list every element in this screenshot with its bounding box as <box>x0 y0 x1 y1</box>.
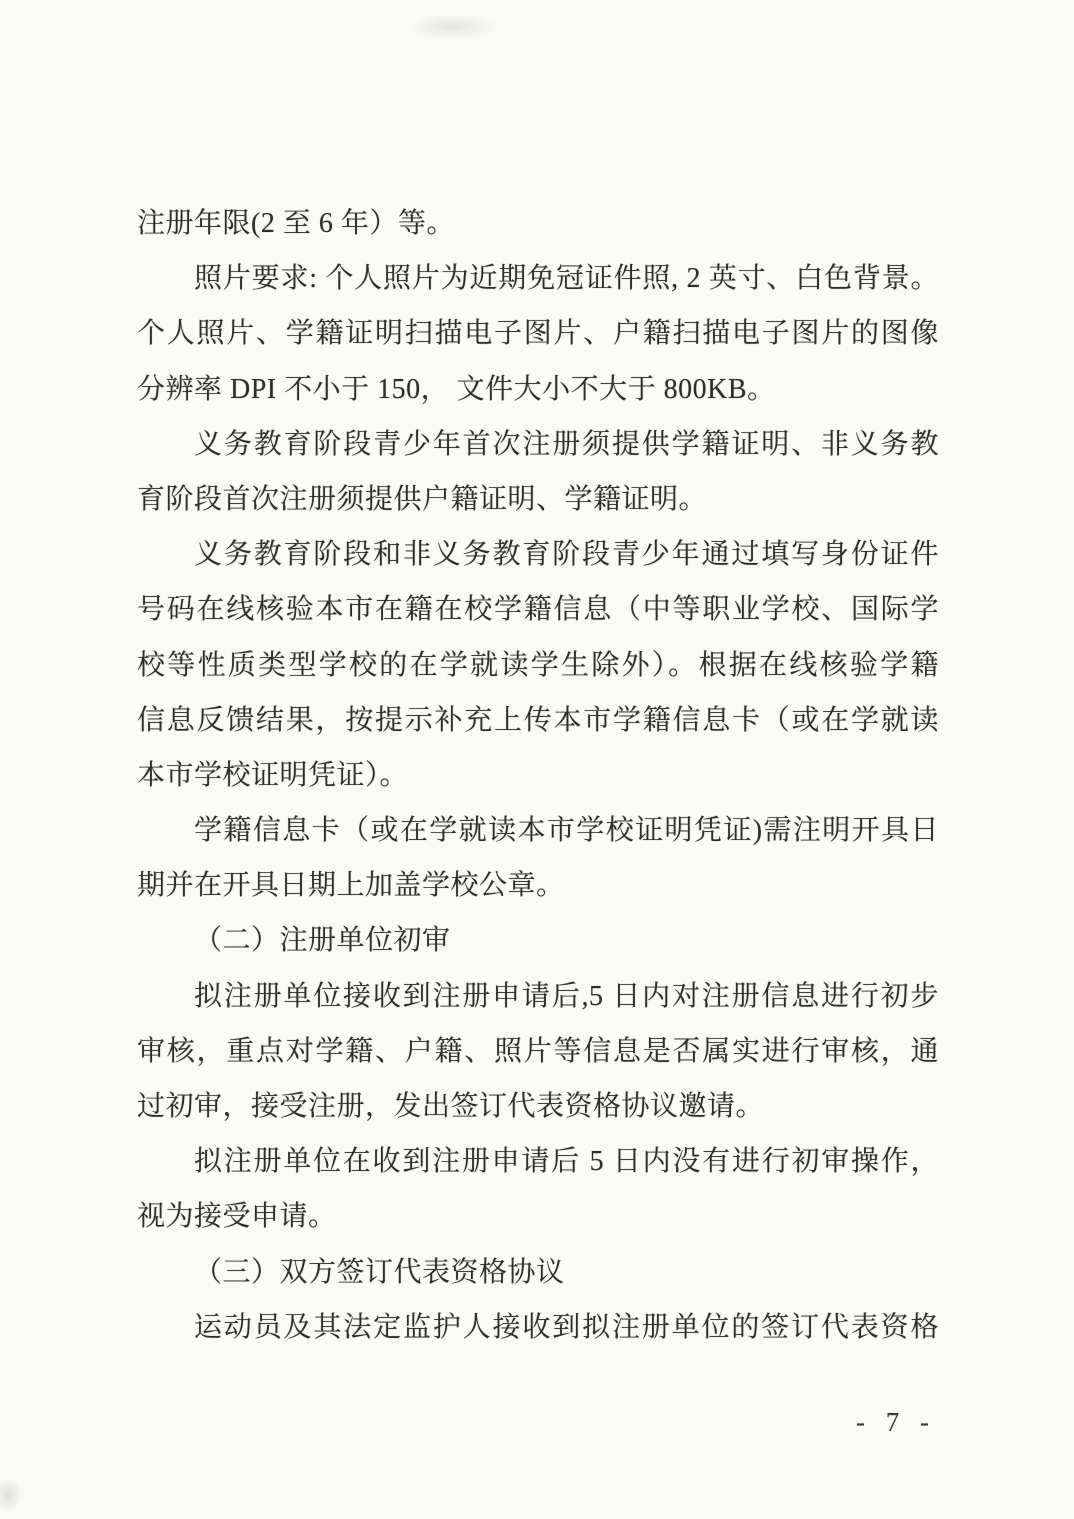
text-line: 学籍信息卡（或在学就读本市学校证明凭证)需注明开具日 <box>194 815 939 847</box>
text-line: 拟注册单位在收到注册申请后 5 日内没有进行初审操作， <box>194 1146 939 1178</box>
text-line: 义务教育阶段和非义务教育阶段青少年通过填写身份证件 <box>194 539 939 571</box>
text-line: 视为接受申请。 <box>137 1201 337 1233</box>
scan-artifact <box>0 1478 22 1512</box>
text-line: 号码在线核验本市在籍在校学籍信息（中等职业学校、国际学 <box>137 594 939 626</box>
page-number: - 7 - <box>856 1407 936 1437</box>
text-line: 分辨率 DPI 不小于 150， 文件大小不大于 800KB。 <box>137 373 776 405</box>
text-line: 义务教育阶段青少年首次注册须提供学籍证明、非义务教 <box>194 428 939 460</box>
text-line: 育阶段首次注册须提供户籍证明、学籍证明。 <box>137 483 708 515</box>
text-line: （三）双方签订代表资格协议 <box>194 1256 565 1288</box>
document-body <box>137 196 939 1355</box>
text-line: 注册年限(2 至 6 年）等。 <box>137 208 455 239</box>
text-line: 过初审，接受注册，发出签订代表资格协议邀请。 <box>137 1091 765 1122</box>
text-line: 信息反馈结果，按提示补充上传本市学籍信息卡（或在学就读 <box>137 704 939 736</box>
text-line: （二）注册单位初审 <box>194 925 451 957</box>
text-line: 本市学校证明凭证）。 <box>137 759 409 791</box>
text-line: 个人照片、学籍证明扫描电子图片、户籍扫描电子图片的图像 <box>137 318 939 350</box>
scan-artifact <box>408 14 498 40</box>
text-line: 期并在开具日期上加盖学校公章。 <box>137 870 565 902</box>
text-line: 拟注册单位接收到注册申请后,5 日内对注册信息进行初步 <box>194 980 939 1012</box>
text-line: 审核，重点对学籍、户籍、照片等信息是否属实进行审核，通 <box>137 1035 939 1067</box>
text-line: 运动员及其法定监护人接收到拟注册单位的签订代表资格 <box>194 1311 939 1343</box>
text-line: 照片要求: 个人照片为近期免冠证件照, 2 英寸、白色背景。 <box>194 263 939 295</box>
text-line: 校等性质类型学校的在学就读学生除外）。根据在线核验学籍 <box>137 649 939 681</box>
